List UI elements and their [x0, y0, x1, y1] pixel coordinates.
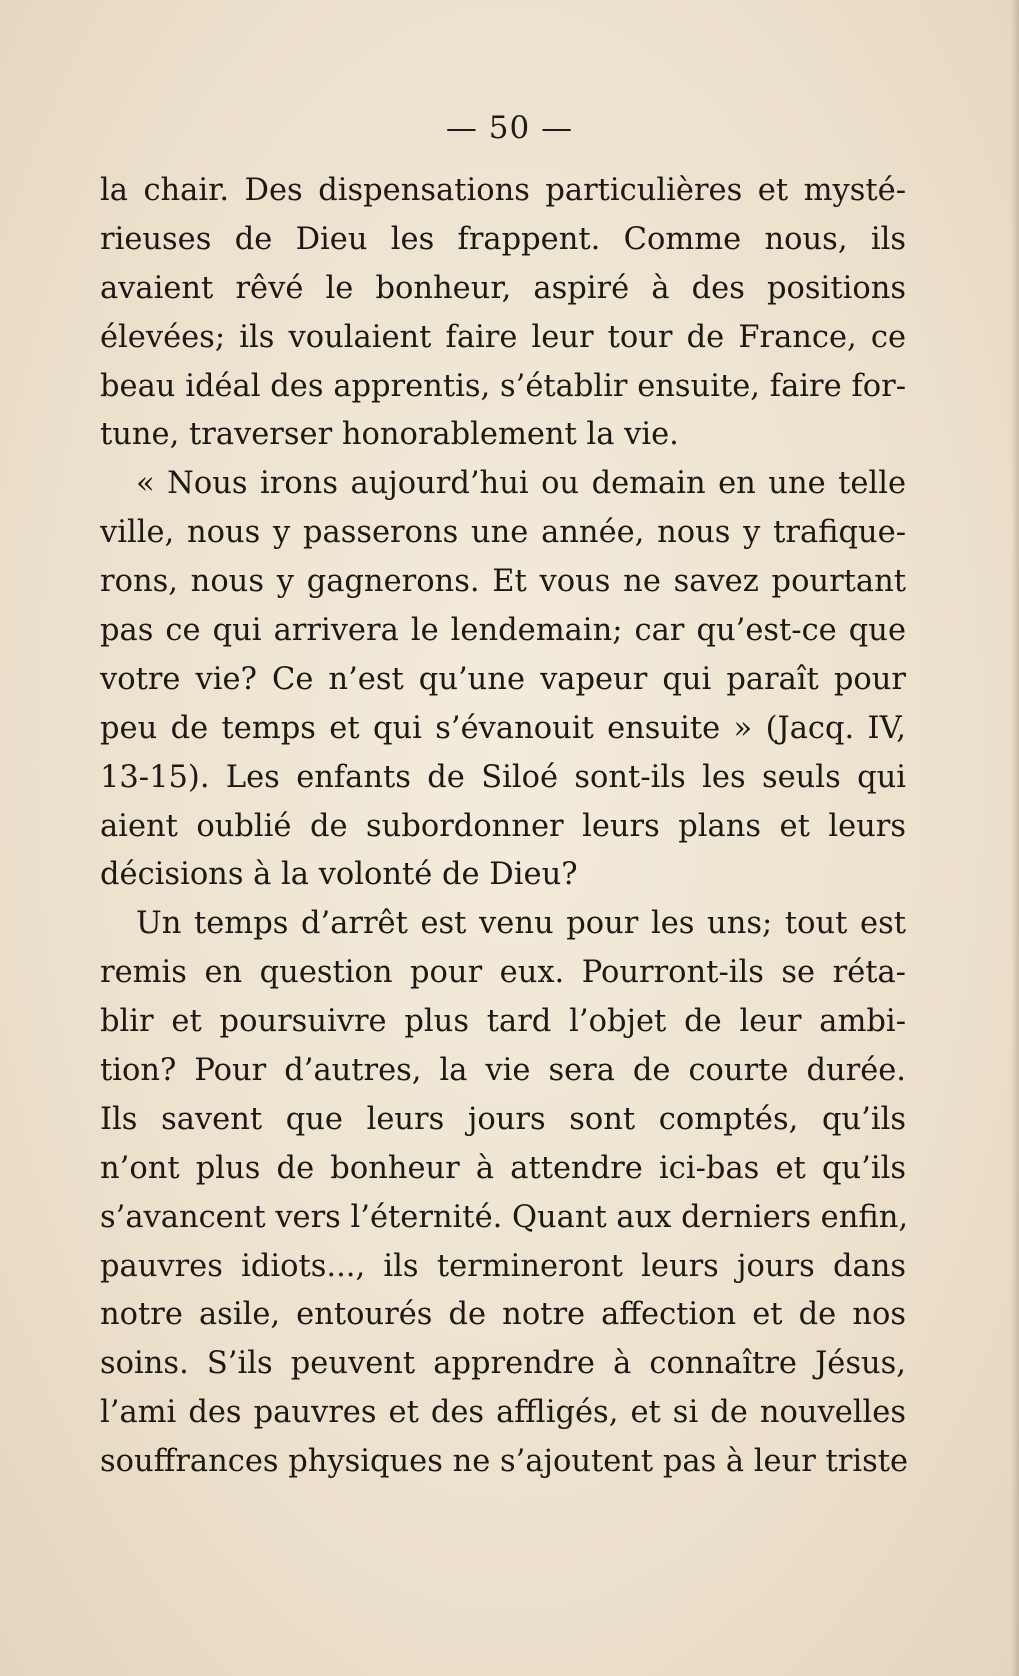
- text-line: 13-15). Les enfants de Siloé sont-ils les seuls qui: [100, 759, 906, 795]
- text-line: n’ont plus de bonheur à attendre ici-bas et qu’ils: [100, 1150, 906, 1186]
- text-line: Un temps d’arrêt est venu pour les uns; tout est: [136, 906, 906, 942]
- text-line: peu de temps et qui s’évanouit ensuite » (Jacq. IV,: [100, 710, 906, 746]
- text-line: aient oublié de subordonner leurs plans et leurs: [100, 808, 906, 844]
- page-edge-shadow: [1011, 0, 1019, 1676]
- text-line: soins. S’ils peuvent apprendre à connaître Jésus,: [100, 1346, 906, 1382]
- text-line: votre vie? Ce n’est qu’une vapeur qui paraît pour: [100, 661, 906, 697]
- text-line: « Nous irons aujourd’hui ou demain en une telle: [136, 466, 906, 502]
- text-line: la chair. Des dispensations particulières et mysté-: [100, 173, 906, 208]
- page-number: — 50 —: [445, 110, 574, 146]
- text-line: tune, traverser honorablement la vie.: [100, 417, 679, 453]
- body-text: [100, 167, 909, 1487]
- text-line: élevées; ils voulaient faire leur tour de France, ce: [100, 319, 906, 355]
- text-line: souffrances physiques ne s’ajoutent pas à leur triste: [100, 1444, 909, 1480]
- text-line: blir et poursuivre plus tard l’objet de leur ambi-: [100, 1004, 906, 1040]
- text-line: s’avancent vers l’éternité. Quant aux derniers enfin,: [100, 1199, 909, 1235]
- text-line: tion? Pour d’autres, la vie sera de courte durée.: [100, 1053, 906, 1089]
- text-line: remis en question pour eux. Pourront-ils se réta-: [100, 955, 906, 991]
- text-line: avaient rêvé le bonheur, aspiré à des positions: [100, 270, 906, 306]
- text-line: décisions à la volonté de Dieu?: [100, 857, 578, 893]
- text-line: pas ce qui arrivera le lendemain; car qu’est-ce que: [100, 613, 906, 649]
- text-line: beau idéal des apprentis, s’établir ensuite, faire for-: [100, 368, 906, 404]
- text-line: Ils savent que leurs jours sont comptés, qu’ils: [100, 1101, 906, 1137]
- text-line: rons, nous y gagnerons. Et vous ne savez pourtant: [100, 564, 906, 600]
- text-line: notre asile, entourés de notre affection et de nos: [100, 1297, 906, 1333]
- text-line: ville, nous y passerons une année, nous y trafique-: [100, 515, 906, 551]
- text-line: l’ami des pauvres et des affligés, et si de nouvelles: [100, 1395, 906, 1431]
- text-line: pauvres idiots..., ils termineront leurs jours dans: [100, 1248, 906, 1284]
- text-line: rieuses de Dieu les frappent. Comme nous, ils: [100, 221, 906, 257]
